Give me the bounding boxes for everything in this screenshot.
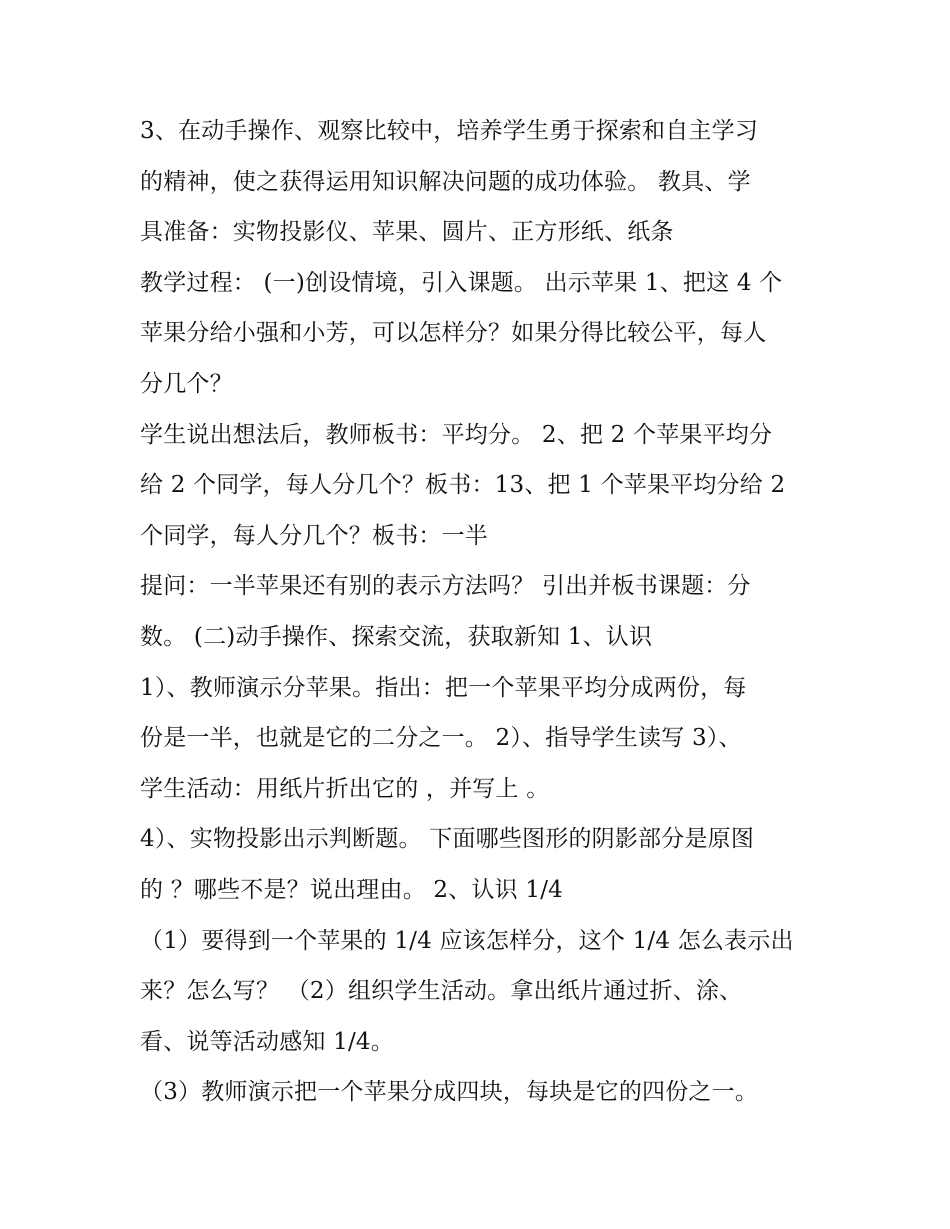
text-line: 具准备：实物投影仪、苹果、圆片、正方形纸、纸条 — [140, 219, 674, 246]
text-line: 给 2 个同学，每人分几个？板书：13、把 1 个苹果平均分给 2 — [140, 472, 786, 499]
text-line: 学生活动：用纸片折出它的 ，并写上 。 — [140, 775, 550, 802]
text-line: （1）要得到一个苹果的 1/4 应该怎样分，这个 1/4 怎么表示出 — [140, 927, 794, 954]
text-line: 3、在动手操作、观察比较中，培养学生勇于探索和自主学习 — [140, 118, 759, 144]
text-line: 的 ？哪些不是？说出理由。 2、认识 1/4 — [140, 876, 563, 903]
text-line: 教学过程： (一)创设情境，引入课题。 出示苹果 1、把这 4 个 — [140, 269, 783, 296]
text-line: （3）教师演示把一个苹果分成四块，每块是它的四份之一。 — [140, 1079, 759, 1106]
text-line: 4）、实物投影出示判断题。 下面哪些图形的阴影部分是原图 — [140, 826, 755, 853]
text-line: 来？怎么写？ （2）组织学生活动。拿出纸片通过折、涂、 — [140, 978, 743, 1005]
text-line: 提问：一半苹果还有别的表示方法吗？ 引出并板书课题：分 — [140, 573, 751, 600]
text-line: 个同学，每人分几个？板书：一半 — [140, 522, 488, 549]
text-line: 份是一半，也就是它的二分之一。 2）、指导学生读写 3）、 — [140, 725, 742, 752]
text-line: 看、说等活动感知 1/4。 — [140, 1028, 394, 1055]
text-line: 的精神，使之获得运用知识解决问题的成功体验。 教具、学 — [140, 168, 751, 195]
text-line: 分几个？ — [140, 370, 233, 397]
text-line: 学生说出想法后，教师板书：平均分。 2、把 2 个苹果平均分 — [140, 421, 773, 448]
text-line: 苹果分给小强和小芳，可以怎样分？如果分得比较公平，每人 — [140, 320, 767, 347]
document-body — [140, 106, 820, 1118]
text-line: 1）、教师演示分苹果。指出：把一个苹果平均分成两份，每 — [140, 674, 747, 701]
text-line: 数。 (二)动手操作、探索交流，获取新知 1、认识 — [140, 623, 653, 650]
